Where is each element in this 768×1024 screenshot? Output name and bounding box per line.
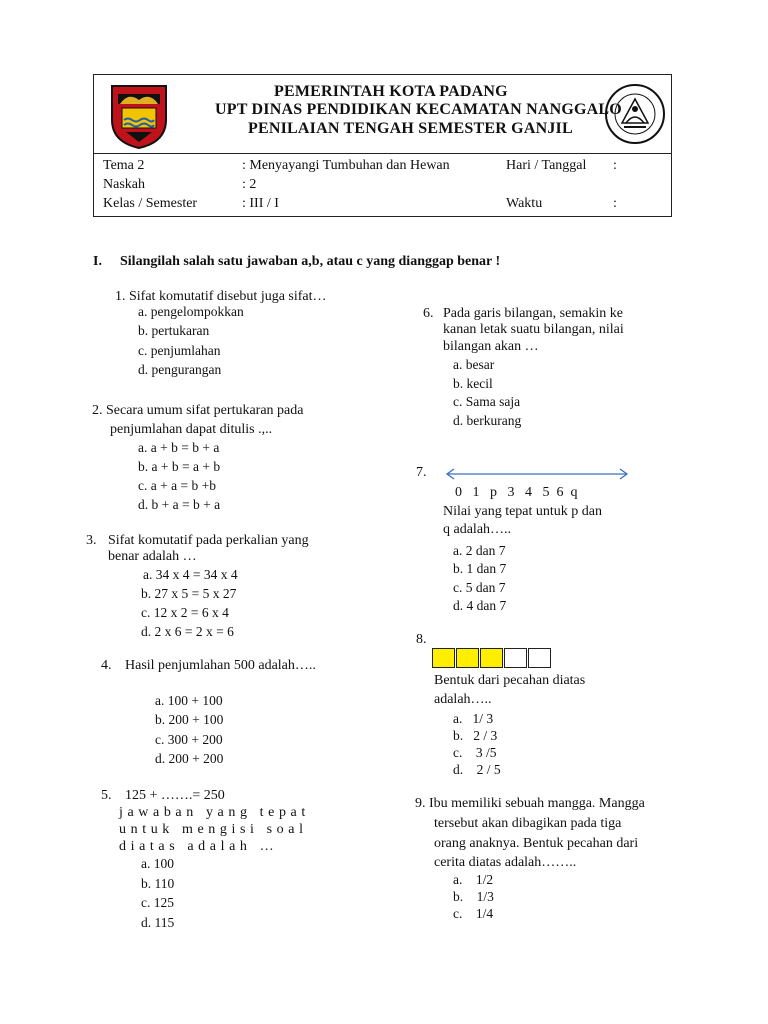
q8-option-b: b. 2 / 3: [453, 728, 498, 743]
fraction-cell-filled: [456, 648, 479, 668]
question-3-line-1: Sifat komutatif pada perkalian yang: [108, 533, 309, 548]
q3-option-a: a. 34 x 4 = 34 x 4: [143, 567, 238, 582]
header-line-2: UPT DINAS PENDIDIKAN KECAMATAN NANGGALO: [215, 101, 622, 118]
question-7-line-1: Nilai yang tepat untuk p dan: [443, 504, 603, 519]
question-6-line-3: bilangan akan …: [443, 339, 539, 354]
q5-option-c: c. 125: [141, 895, 174, 910]
q6-option-a: a. besar: [453, 357, 495, 372]
waktu-value: :: [613, 196, 617, 211]
waktu-label: Waktu: [506, 196, 543, 211]
q1-option-b: b. pertukaran: [138, 323, 210, 338]
q3-option-c: c. 12 x 2 = 6 x 4: [141, 605, 229, 620]
hari-value: :: [613, 158, 617, 173]
naskah-label: Naskah: [103, 177, 145, 192]
hari-label: Hari / Tanggal: [506, 158, 587, 173]
section-instruction: Silangilah salah satu jawaban a,b, atau c yang dianggap benar !: [120, 254, 501, 269]
q2-option-b: b. a + b = a + b: [138, 459, 221, 474]
fraction-cell-empty: [528, 648, 551, 668]
q5-option-b: b. 110: [141, 876, 175, 891]
q2-option-a: a. a + b = b + a: [138, 440, 220, 455]
number-line-arrow: [444, 467, 630, 481]
question-2-line-1: 2. Secara umum sifat pertukaran pada: [92, 403, 304, 418]
padang-city-emblem: [108, 80, 170, 150]
tema-label: Tema 2: [103, 158, 145, 173]
q9-option-b: b. 1/3: [453, 889, 494, 904]
question-5-line-2: jawaban yang tepat: [119, 805, 310, 820]
q4-option-a: a. 100 + 100: [155, 693, 223, 708]
question-5-line-4: diatas adalah …: [119, 839, 279, 854]
q6-option-d: d. berkurang: [453, 413, 522, 428]
q9-option-a: a. 1/2: [453, 872, 494, 887]
question-8-line-2: adalah…..: [434, 692, 492, 707]
fraction-cell-empty: [504, 648, 527, 668]
q3-option-d: d. 2 x 6 = 2 x = 6: [141, 624, 234, 639]
question-9-line-3: orang anaknya. Bentuk pecahan dari: [434, 836, 639, 851]
question-7-number: 7.: [416, 465, 427, 480]
question-7-line-2: q adalah…..: [443, 522, 512, 537]
fraction-cell-filled: [480, 648, 503, 668]
question-9-line-1: 9. Ibu memiliki sebuah mangga. Mangga: [415, 796, 645, 811]
q4-option-d: d. 200 + 200: [155, 751, 224, 766]
tema-value: : Menyayangi Tumbuhan dan Hewan: [242, 158, 450, 173]
question-1: 1. Sifat komutatif disebut juga sifat…: [115, 289, 327, 304]
number-line-labels: 0 1 p 3 4 5 6 q: [455, 485, 578, 500]
q8-option-d: d. 2 / 5: [453, 762, 501, 777]
q5-option-a: a. 100: [141, 856, 174, 871]
question-6-number: 6.: [423, 306, 434, 321]
question-3-number: 3.: [86, 533, 97, 548]
q8-option-a: a. 1/ 3: [453, 711, 494, 726]
q4-option-b: b. 200 + 100: [155, 712, 224, 727]
q1-option-c: c. penjumlahan: [138, 343, 221, 358]
q7-option-c: c. 5 dan 7: [453, 580, 506, 595]
q7-option-d: d. 4 dan 7: [453, 598, 507, 613]
q8-option-c: c. 3 /5: [453, 745, 497, 760]
question-4-text: Hasil penjumlahan 500 adalah…..: [125, 658, 316, 673]
naskah-value: : 2: [242, 177, 257, 192]
question-8-line-1: Bentuk dari pecahan diatas: [434, 673, 586, 688]
question-6-line-2: kanan letak suatu bilangan, nilai: [443, 322, 624, 337]
q7-option-a: a. 2 dan 7: [453, 543, 506, 558]
question-5-number: 5.: [101, 788, 112, 803]
section-number: I.: [93, 254, 102, 269]
kelas-value: : III / I: [242, 196, 279, 211]
question-5-text: 125 + …….= 250: [125, 788, 225, 803]
q2-option-c: c. a + a = b +b: [138, 478, 216, 493]
q1-option-a: a. pengelompokkan: [138, 304, 244, 319]
q1-option-d: d. pengurangan: [138, 362, 222, 377]
fraction-cell-filled: [432, 648, 455, 668]
question-5-line-3: untuk mengisi soal: [119, 822, 308, 837]
question-9-line-2: tersebut akan dibagikan pada tiga: [434, 816, 622, 831]
q5-option-d: d. 115: [141, 915, 175, 930]
header-line-1: PEMERINTAH KOTA PADANG: [274, 83, 508, 100]
question-3-line-2: benar adalah …: [108, 549, 197, 564]
q3-option-b: b. 27 x 5 = 5 x 27: [141, 586, 237, 601]
q7-option-b: b. 1 dan 7: [453, 561, 507, 576]
exam-header: [93, 74, 672, 217]
q9-option-c: c. 1/4: [453, 906, 494, 921]
q2-option-d: d. b + a = b + a: [138, 497, 221, 512]
question-6-line-1: Pada garis bilangan, semakin ke: [443, 306, 624, 321]
q4-option-c: c. 300 + 200: [155, 732, 223, 747]
header-line-3: PENILAIAN TENGAH SEMESTER GANJIL: [248, 120, 573, 137]
question-8-number: 8.: [416, 632, 427, 647]
question-2-line-2: penjumlahan dapat ditulis .,..: [110, 422, 273, 437]
kelas-label: Kelas / Semester: [103, 196, 198, 211]
header-divider: [94, 153, 671, 154]
question-4-number: 4.: [101, 658, 112, 673]
question-9-line-4: cerita diatas adalah……..: [434, 855, 577, 870]
q6-option-c: c. Sama saja: [453, 394, 521, 409]
q6-option-b: b. kecil: [453, 376, 493, 391]
